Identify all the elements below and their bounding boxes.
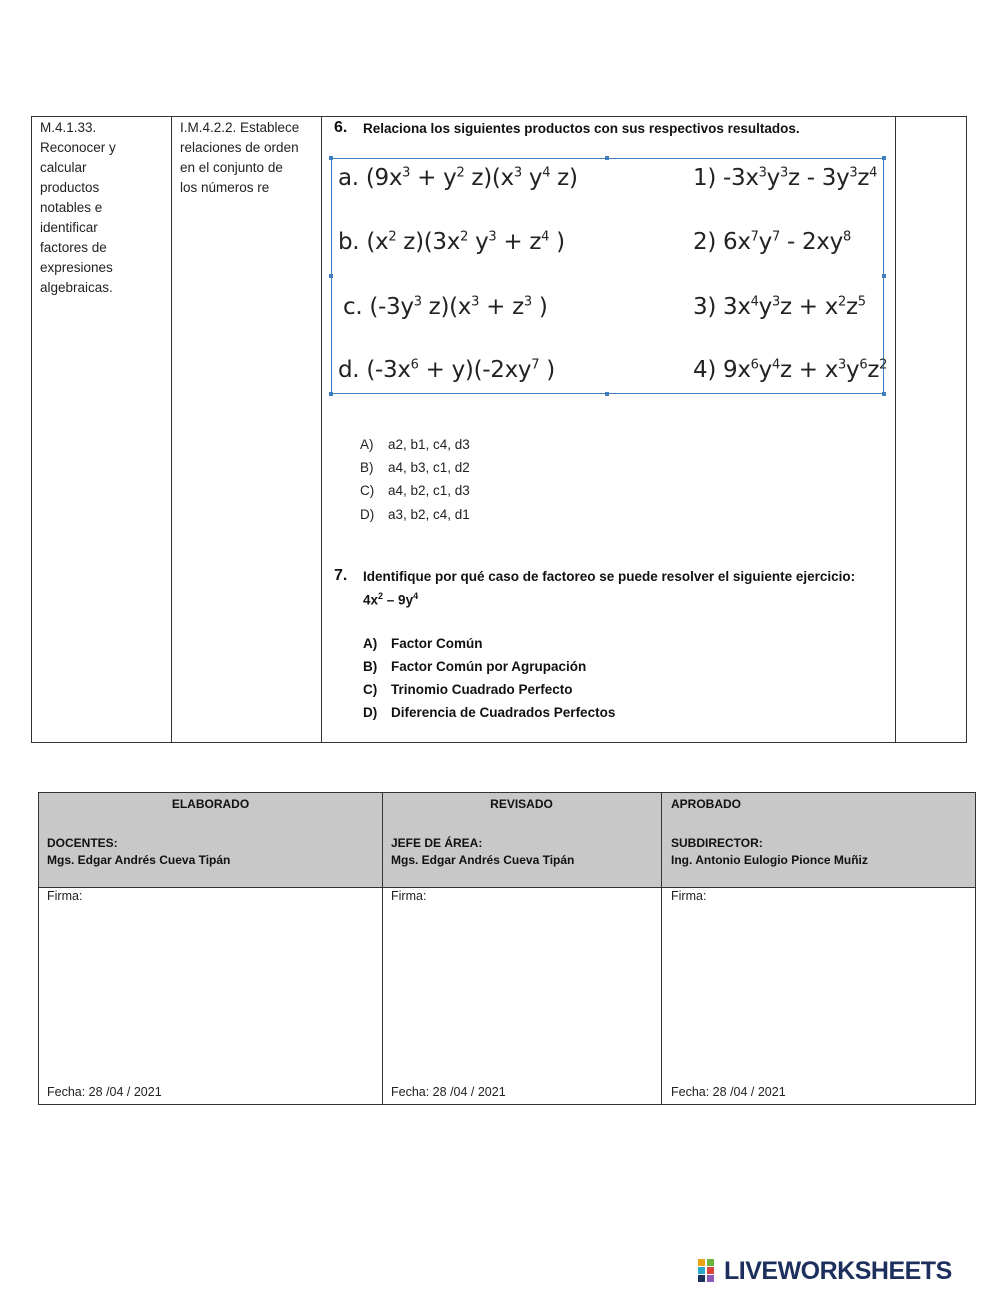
- aprobado-title: APROBADO: [671, 797, 742, 811]
- result-4: 4) $9x^6y^4z + x^3y^6z^2$: [693, 357, 888, 383]
- revisado-firma: Firma:: [391, 889, 427, 903]
- logo-text: LIVEWORKSHEETS: [724, 1257, 952, 1285]
- product-d: d. $(-3x^6 + y)(-2xy^7$ ): [338, 357, 555, 383]
- table-divider: [171, 117, 172, 742]
- revisado-role: JEFE DE ÁREA: Mgs. Edgar Andrés Cueva Tipán: [391, 836, 575, 867]
- option-label: A): [360, 437, 374, 452]
- logo-square-icon: [707, 1259, 714, 1266]
- skill-line: expresiones: [40, 260, 113, 275]
- option-text: a2, b1, c4, d3: [388, 437, 470, 452]
- skill-column: [40, 118, 168, 298]
- table-divider: [382, 793, 383, 1104]
- skill-line: algebraicas.: [40, 280, 113, 295]
- aprobado-firma: Firma:: [671, 889, 707, 903]
- indicator-line: I.M.4.2.2. Establece: [180, 120, 300, 135]
- elaborado-firma: Firma:: [47, 889, 83, 903]
- option-text: a4, b2, c1, d3: [388, 483, 470, 498]
- resize-handle: [882, 392, 886, 396]
- indicator-line: en el conjunto de: [180, 160, 283, 175]
- question-7-expression: $4x^2 - 9y^4$: [363, 591, 419, 608]
- logo-square-icon: [698, 1267, 705, 1274]
- revisado-fecha: Fecha: 28 /04 / 2021: [391, 1085, 506, 1099]
- q7-option-b[interactable]: [363, 659, 586, 674]
- resize-handle: [605, 392, 609, 396]
- skill-line: Reconocer y: [40, 140, 116, 155]
- resize-handle: [882, 156, 886, 160]
- indicator-line: los números re: [180, 180, 270, 195]
- table-divider: [895, 117, 896, 742]
- option-text: Factor Común: [391, 636, 483, 651]
- product-c: c. ($-3y^3$ $z)(x^3 + z^3$ ): [343, 294, 548, 320]
- option-text: a4, b3, c1, d2: [388, 460, 470, 475]
- q7-option-d[interactable]: [363, 705, 615, 720]
- result-1: 1) $-3x^3y^3z - 3y^3z^4$: [693, 165, 878, 191]
- q6-option-d[interactable]: [360, 507, 470, 522]
- aprobado-role: SUBDIRECTOR: Ing. Antonio Eulogio Pionce Muñiz: [671, 836, 868, 867]
- option-label: C): [363, 682, 378, 697]
- aprobado-fecha: Fecha: 28 /04 / 2021: [671, 1085, 786, 1099]
- elaborado-fecha: Fecha: 28 /04 / 2021: [47, 1085, 162, 1099]
- q7-option-c[interactable]: [363, 682, 573, 697]
- option-label: B): [360, 460, 374, 475]
- q6-option-a[interactable]: [360, 437, 470, 452]
- logo-square-icon: [698, 1259, 705, 1266]
- logo-square-icon: [707, 1267, 714, 1274]
- table-divider: [321, 117, 322, 742]
- logo-square-icon: [707, 1275, 714, 1282]
- skill-line: productos: [40, 180, 100, 195]
- option-text: Factor Común por Agrupación: [391, 659, 587, 674]
- option-text: a3, b2, c4, d1: [388, 507, 470, 522]
- result-2: 2) $6x^7y^7 - 2xy^8$: [693, 229, 851, 255]
- table-divider: [661, 793, 662, 1104]
- question-6-text: Relaciona los siguientes productos con sus respectivos resultados.: [363, 121, 800, 136]
- skill-line: factores de: [40, 240, 107, 255]
- indicator-line: relaciones de orden: [180, 140, 299, 155]
- option-label: C): [360, 483, 375, 498]
- resize-handle: [329, 274, 333, 278]
- resize-handle: [605, 156, 609, 160]
- elaborado-title: ELABORADO: [171, 797, 250, 811]
- result-3: 3) $3x^4y^3z + x^2z^5$: [693, 294, 866, 320]
- skill-line: calcular: [40, 160, 87, 175]
- option-text: Diferencia de Cuadrados Perfectos: [391, 705, 616, 720]
- q7-option-a[interactable]: [363, 636, 483, 651]
- option-label: D): [363, 705, 378, 720]
- revisado-title: REVISADO: [490, 797, 553, 811]
- question-7-text: Identifique por qué caso de factoreo se puede resolver el siguiente ejercicio:: [363, 569, 856, 584]
- indicator-column: [180, 118, 320, 198]
- option-label: A): [363, 636, 378, 651]
- resize-handle: [882, 274, 886, 278]
- question-6-number: 6.: [334, 119, 348, 136]
- skill-line: identificar: [40, 220, 98, 235]
- elaborado-role: DOCENTES: Mgs. Edgar Andrés Cueva Tipán: [47, 836, 231, 867]
- product-a: a. ($9x^3 + y^2$ $z)(x^3$ $y^4$ z): [338, 165, 578, 191]
- q6-option-b[interactable]: [360, 460, 470, 475]
- signature-table: [38, 792, 976, 1105]
- option-label: B): [363, 659, 378, 674]
- resize-handle: [329, 392, 333, 396]
- resize-handle: [329, 156, 333, 160]
- products-image: [331, 158, 888, 394]
- q6-option-c[interactable]: [360, 483, 470, 498]
- option-label: D): [360, 507, 375, 522]
- option-text: Trinomio Cuadrado Perfecto: [391, 682, 573, 697]
- logo-square-icon: [698, 1275, 705, 1282]
- skill-line: notables e: [40, 200, 103, 215]
- skill-line: M.4.1.33.: [40, 120, 97, 135]
- question-7-number: 7.: [334, 567, 348, 584]
- product-b: b. ($x^2$ $z)(3x^2$ $y^3 + z^4$ ): [338, 229, 565, 255]
